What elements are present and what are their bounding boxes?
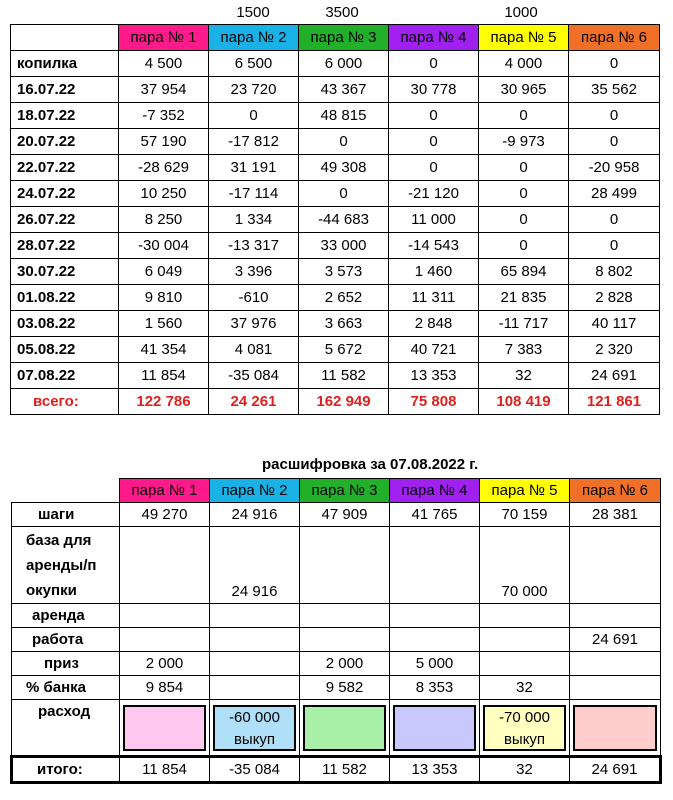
bank-cell (570, 676, 661, 700)
total-label: всего: (11, 389, 119, 415)
prize-label: приз (12, 652, 120, 676)
data-row (11, 311, 660, 337)
value-cell: 4 000 (479, 51, 569, 77)
value-cell: 0 (479, 103, 569, 129)
value-cell: -35 084 (209, 363, 299, 389)
total-row (11, 389, 660, 415)
data-row (11, 155, 660, 181)
prize-cell (570, 652, 661, 676)
header-row (11, 25, 660, 51)
total-cell: 24 261 (209, 389, 299, 415)
bank-label: % банка (12, 676, 120, 700)
base-label (12, 527, 120, 604)
pair5-top-label: 1000 (504, 4, 538, 21)
value-cell: 40 117 (569, 311, 660, 337)
data-row (11, 207, 660, 233)
row-label: 28.07.22 (11, 233, 119, 259)
expense-note: выкуп (233, 730, 276, 748)
expense-label: расход (12, 700, 120, 757)
value-cell: -7 352 (119, 103, 209, 129)
steps-cell: 41 765 (390, 503, 480, 527)
header2-pair4: пара № 4 (390, 479, 480, 503)
result-row (12, 757, 661, 783)
row-label: 18.07.22 (11, 103, 119, 129)
base-cell: 70 000 (480, 527, 570, 604)
pair2-top-label: 1500 (236, 4, 270, 21)
value-cell: -30 004 (119, 233, 209, 259)
total-cell: 122 786 (119, 389, 209, 415)
rent-row (12, 604, 661, 628)
total-cell: 162 949 (299, 389, 389, 415)
result-cell: 11 854 (120, 757, 210, 783)
expense-cell (480, 700, 570, 757)
value-cell: 2 848 (389, 311, 479, 337)
value-cell: 0 (389, 103, 479, 129)
value-cell: 3 663 (299, 311, 389, 337)
row-label: 01.08.22 (11, 285, 119, 311)
value-cell: 57 190 (119, 129, 209, 155)
value-cell: 8 250 (119, 207, 209, 233)
bank-row (12, 676, 661, 700)
bank-cell (210, 676, 300, 700)
value-cell: 1 560 (119, 311, 209, 337)
data-row (11, 363, 660, 389)
header2-pair1: пара № 1 (120, 479, 210, 503)
result-cell: 13 353 (390, 757, 480, 783)
prize-cell (210, 652, 300, 676)
value-cell: 0 (479, 181, 569, 207)
value-cell: 2 828 (569, 285, 660, 311)
work-cell (480, 628, 570, 652)
value-cell: 11 582 (299, 363, 389, 389)
base-cell (570, 527, 661, 604)
prize-cell (480, 652, 570, 676)
bank-cell: 32 (480, 676, 570, 700)
value-cell: 0 (569, 103, 660, 129)
bank-cell: 9 854 (120, 676, 210, 700)
work-cell (390, 628, 480, 652)
expense-swatch-pair5 (483, 705, 566, 751)
value-cell: 0 (299, 181, 389, 207)
base-row (12, 527, 661, 604)
row-label: 05.08.22 (11, 337, 119, 363)
value-cell: 37 976 (209, 311, 299, 337)
value-cell: 40 721 (389, 337, 479, 363)
value-cell: 41 354 (119, 337, 209, 363)
work-cell (120, 628, 210, 652)
value-cell: -14 543 (389, 233, 479, 259)
row-label: 22.07.22 (11, 155, 119, 181)
header2-pair3: пара № 3 (300, 479, 390, 503)
value-cell: 1 334 (209, 207, 299, 233)
expense-row (12, 700, 661, 757)
expense-swatch-pair1 (123, 705, 206, 751)
value-cell: -17 812 (209, 129, 299, 155)
total-cell: 108 419 (479, 389, 569, 415)
work-label: работа (12, 628, 120, 652)
data-row (11, 129, 660, 155)
data-row (11, 103, 660, 129)
row-label: 30.07.22 (11, 259, 119, 285)
value-cell: 3 573 (299, 259, 389, 285)
rent-cell (210, 604, 300, 628)
header-pair4: пара № 4 (389, 25, 479, 51)
steps-cell: 28 381 (570, 503, 661, 527)
value-cell: -17 114 (209, 181, 299, 207)
prize-cell: 2 000 (120, 652, 210, 676)
data-row (11, 51, 660, 77)
steps-row (12, 503, 661, 527)
header2-pair5: пара № 5 (480, 479, 570, 503)
corner-cell (11, 25, 119, 51)
header-pair5: пара № 5 (479, 25, 569, 51)
value-cell: 37 954 (119, 77, 209, 103)
base-label-line: база для (26, 531, 92, 549)
base-cell (300, 527, 390, 604)
header-row-2 (12, 479, 661, 503)
steps-cell: 70 159 (480, 503, 570, 527)
result-cell: 24 691 (570, 757, 661, 783)
value-cell: 11 311 (389, 285, 479, 311)
bank-cell: 8 353 (390, 676, 480, 700)
value-cell: 0 (479, 207, 569, 233)
expense-cell (120, 700, 210, 757)
value-cell: 13 353 (389, 363, 479, 389)
value-cell: 28 499 (569, 181, 660, 207)
base-cell: 24 916 (210, 527, 300, 604)
expense-cell (390, 700, 480, 757)
expense-swatch-pair3 (303, 705, 386, 751)
total-cell: 75 808 (389, 389, 479, 415)
value-cell: 32 (479, 363, 569, 389)
value-cell: 30 778 (389, 77, 479, 103)
header-pair1: пара № 1 (119, 25, 209, 51)
value-cell: 65 894 (479, 259, 569, 285)
base-label-line: аренды/п (26, 556, 97, 574)
value-cell: 9 810 (119, 285, 209, 311)
steps-cell: 47 909 (300, 503, 390, 527)
value-cell: 2 320 (569, 337, 660, 363)
prize-row (12, 652, 661, 676)
data-row (11, 77, 660, 103)
expense-cell (570, 700, 661, 757)
value-cell: 0 (569, 129, 660, 155)
corner-cell-2 (12, 479, 120, 503)
steps-cell: 49 270 (120, 503, 210, 527)
result-cell: 32 (480, 757, 570, 783)
value-cell: 10 250 (119, 181, 209, 207)
prize-cell: 2 000 (300, 652, 390, 676)
value-cell: 23 720 (209, 77, 299, 103)
value-cell: 11 000 (389, 207, 479, 233)
rent-cell (120, 604, 210, 628)
base-cell (120, 527, 210, 604)
value-cell: -20 958 (569, 155, 660, 181)
work-row (12, 628, 661, 652)
data-row (11, 181, 660, 207)
savings-table (10, 24, 660, 415)
expense-amount: -70 000 (499, 708, 550, 726)
row-label: 16.07.22 (11, 77, 119, 103)
row-label: копилка (11, 51, 119, 77)
steps-label: шаги (12, 503, 120, 527)
value-cell: 8 802 (569, 259, 660, 285)
data-row (11, 337, 660, 363)
value-cell: 2 652 (299, 285, 389, 311)
value-cell: 31 191 (209, 155, 299, 181)
value-cell: 49 308 (299, 155, 389, 181)
data-row (11, 285, 660, 311)
value-cell: 43 367 (299, 77, 389, 103)
expense-swatch-pair2 (213, 705, 296, 751)
value-cell: -44 683 (299, 207, 389, 233)
result-cell: 11 582 (300, 757, 390, 783)
value-cell: 3 396 (209, 259, 299, 285)
breakdown-title: расшифровка за 07.08.2022 г. (262, 456, 479, 473)
row-label: 03.08.22 (11, 311, 119, 337)
work-cell: 24 691 (570, 628, 661, 652)
expense-swatch-pair4 (393, 705, 476, 751)
value-cell: 0 (389, 129, 479, 155)
header2-pair2: пара № 2 (210, 479, 300, 503)
value-cell: -9 973 (479, 129, 569, 155)
rent-cell (570, 604, 661, 628)
value-cell: 6 049 (119, 259, 209, 285)
value-cell: 0 (299, 129, 389, 155)
rent-cell (480, 604, 570, 628)
rent-cell (390, 604, 480, 628)
value-cell: 0 (479, 155, 569, 181)
value-cell: 0 (389, 155, 479, 181)
value-cell: 11 854 (119, 363, 209, 389)
base-label-line: окупки (26, 581, 77, 599)
value-cell: 4 500 (119, 51, 209, 77)
pair3-top-label: 3500 (325, 4, 359, 21)
value-cell: -21 120 (389, 181, 479, 207)
header-pair2: пара № 2 (209, 25, 299, 51)
rent-cell (300, 604, 390, 628)
row-label: 07.08.22 (11, 363, 119, 389)
value-cell: 0 (569, 233, 660, 259)
value-cell: 6 000 (299, 51, 389, 77)
row-label: 24.07.22 (11, 181, 119, 207)
value-cell: -610 (209, 285, 299, 311)
value-cell: -13 317 (209, 233, 299, 259)
base-cell (390, 527, 480, 604)
value-cell: 1 460 (389, 259, 479, 285)
expense-cell (300, 700, 390, 757)
breakdown-table (10, 478, 662, 784)
row-label: 26.07.22 (11, 207, 119, 233)
value-cell: -11 717 (479, 311, 569, 337)
rent-label: аренда (12, 604, 120, 628)
value-cell: 0 (389, 51, 479, 77)
bank-cell: 9 582 (300, 676, 390, 700)
expense-amount: -60 000 (229, 708, 280, 726)
value-cell: -28 629 (119, 155, 209, 181)
value-cell: 35 562 (569, 77, 660, 103)
header-pair6: пара № 6 (569, 25, 660, 51)
header2-pair6: пара № 6 (570, 479, 661, 503)
result-cell: -35 084 (210, 757, 300, 783)
value-cell: 33 000 (299, 233, 389, 259)
expense-cell (210, 700, 300, 757)
prize-cell: 5 000 (390, 652, 480, 676)
result-label: итого: (12, 757, 120, 783)
steps-cell: 24 916 (210, 503, 300, 527)
value-cell: 30 965 (479, 77, 569, 103)
row-label: 20.07.22 (11, 129, 119, 155)
total-cell: 121 861 (569, 389, 660, 415)
value-cell: 48 815 (299, 103, 389, 129)
expense-note: выкуп (503, 730, 546, 748)
work-cell (210, 628, 300, 652)
value-cell: 5 672 (299, 337, 389, 363)
work-cell (300, 628, 390, 652)
data-row (11, 233, 660, 259)
expense-swatch-pair6 (573, 705, 657, 751)
value-cell: 0 (569, 51, 660, 77)
value-cell: 4 081 (209, 337, 299, 363)
value-cell: 6 500 (209, 51, 299, 77)
data-row (11, 259, 660, 285)
value-cell: 21 835 (479, 285, 569, 311)
header-pair3: пара № 3 (299, 25, 389, 51)
value-cell: 24 691 (569, 363, 660, 389)
value-cell: 0 (209, 103, 299, 129)
value-cell: 0 (479, 233, 569, 259)
value-cell: 7 383 (479, 337, 569, 363)
value-cell: 0 (569, 207, 660, 233)
